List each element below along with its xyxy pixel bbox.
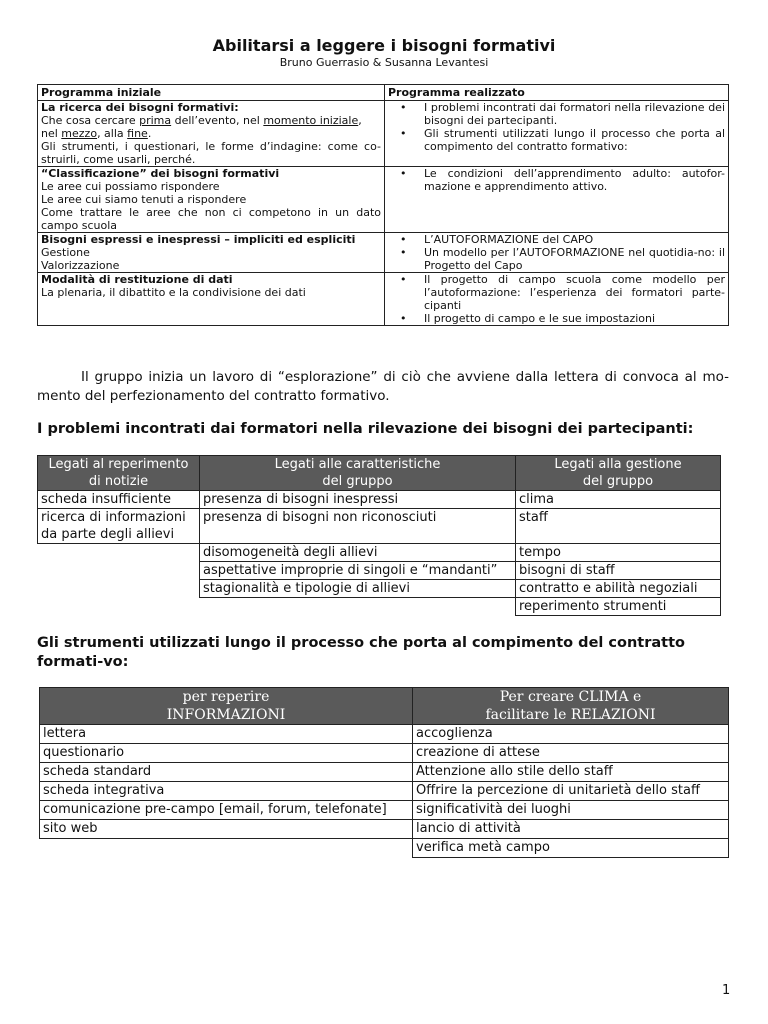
table-cell: presenza di bisogni inespressi: [200, 491, 516, 509]
program-row: [38, 273, 729, 326]
program-row-heading: Bisogni espressi e inespressi – impliciti ed espliciti: [41, 233, 356, 246]
header-informazioni: per reperire INFORMAZIONI: [40, 688, 413, 725]
table-cell: ricerca di informazioni da parte degli allievi: [38, 509, 200, 544]
table-row: [38, 580, 721, 598]
section-heading-problems: I problemi incontrati dai formatori nella rilevazione dei bisogni dei partecipanti:: [37, 421, 694, 437]
program-realized-cell: [385, 273, 729, 326]
table-row: [40, 782, 729, 801]
table-row: [38, 598, 721, 616]
table-row: [40, 744, 729, 763]
table-cell: stagionalità e tipologie di allievi: [200, 580, 516, 598]
header-caratteristiche: Legati alle caratteristiche del gruppo: [200, 456, 516, 491]
program-row-heading: La ricerca dei bisogni formativi:: [41, 101, 239, 114]
bullet-item: • L’AUTOFORMAZIONE del CAPO: [424, 233, 725, 246]
bullet-item: • Il progetto di campo e le sue impostazioni: [424, 312, 725, 325]
table-cell-empty: [38, 562, 200, 580]
table-cell: Attenzione allo stile dello staff: [413, 763, 729, 782]
program-row-line: Valorizzazione: [41, 259, 120, 272]
table-cell: clima: [516, 491, 721, 509]
program-row-line: Gli strumenti, i questionari, le forme d’indagine: come co-struirli, come usarli, perché.: [41, 140, 381, 166]
table-cell: lancio di attività: [413, 820, 729, 839]
table-cell: significatività dei luoghi: [413, 801, 729, 820]
section-heading-tools: Gli strumenti utilizzati lungo il processo che porta al compimento del contratto formati-vo:: [37, 635, 685, 670]
program-row-line: Le aree cui possiamo rispondere: [41, 180, 220, 193]
table-row: [40, 763, 729, 782]
program-row: [38, 101, 729, 167]
program-realized-cell: [385, 233, 729, 273]
tools-table: [39, 687, 729, 858]
program-row-line: Le aree cui siamo tenuti a rispondere: [41, 193, 247, 206]
program-row-heading: “Classificazione” dei bisogni formativi: [41, 167, 280, 180]
problems-table-header: [38, 456, 721, 491]
table-cell: tempo: [516, 544, 721, 562]
bullet-item: • I problemi incontrati dai formatori nella rilevazione dei bisogni dei partecipanti.: [424, 101, 725, 127]
program-row: [38, 233, 729, 273]
table-cell: reperimento strumenti: [516, 598, 721, 616]
bullet-item: • Un modello per l’AUTOFORMAZIONE nel quotidia-no: il Progetto del Capo: [424, 246, 725, 272]
program-realized-cell: [385, 167, 729, 233]
table-cell-empty: [38, 598, 200, 616]
table-cell: staff: [516, 509, 721, 544]
program-row: [38, 167, 729, 233]
table-row: [38, 509, 721, 544]
table-cell: aspettative improprie di singoli e “mandanti”: [200, 562, 516, 580]
table-row: [40, 839, 729, 858]
table-cell: scheda standard: [40, 763, 413, 782]
program-row-line: Che cosa cercare prima dell’evento, nel momento iniziale,: [41, 114, 362, 127]
table-cell-empty: [38, 580, 200, 598]
header-clima-relazioni: Per creare CLIMA e facilitare le RELAZIONI: [413, 688, 729, 725]
table-cell: scheda insufficiente: [38, 491, 200, 509]
table-cell-empty: [40, 839, 413, 858]
program-table: [37, 84, 729, 326]
header-programma-realizzato: Programma realizzato: [385, 85, 729, 101]
program-realized-cell: [385, 101, 729, 167]
table-cell: presenza di bisogni non riconosciuti: [200, 509, 516, 544]
program-table-header: [38, 85, 729, 101]
table-cell: Offrire la percezione di unitarietà dello staff: [413, 782, 729, 801]
table-cell: creazione di attese: [413, 744, 729, 763]
bullet-item: • Gli strumenti utilizzati lungo il processo che porta al compimento del contratto formativo:: [424, 127, 725, 153]
table-cell: lettera: [40, 725, 413, 744]
table-cell: contratto e abilità negoziali: [516, 580, 721, 598]
page-number: 1: [722, 983, 731, 998]
problems-table: [37, 455, 721, 616]
table-cell: comunicazione pre-campo [email, forum, telefonate]: [40, 801, 413, 820]
bullet-item: • Le condizioni dell’apprendimento adulto: autofor-mazione e apprendimento attivo.: [424, 167, 725, 193]
program-initial-cell: [38, 273, 385, 326]
table-cell-empty: [38, 544, 200, 562]
table-cell: scheda integrativa: [40, 782, 413, 801]
table-row: [38, 562, 721, 580]
header-gestione: Legati alla gestione del gruppo: [516, 456, 721, 491]
header-reperimento: Legati al reperimento di notizie: [38, 456, 200, 491]
table-cell: accoglienza: [413, 725, 729, 744]
program-row-line: Come trattare le aree che non ci competono in un dato campo scuola: [41, 206, 381, 232]
program-initial-cell: [38, 167, 385, 233]
table-cell: disomogeneità degli allievi: [200, 544, 516, 562]
document-authors: Bruno Guerrasio & Susanna Levantesi: [279, 56, 489, 69]
table-row: [38, 544, 721, 562]
program-row-line: nel mezzo, alla fine.: [41, 127, 152, 140]
program-row-heading: Modalità di restituzione di dati: [41, 273, 233, 286]
table-cell: bisogni di staff: [516, 562, 721, 580]
table-cell: questionario: [40, 744, 413, 763]
program-initial-cell: [38, 233, 385, 273]
tools-table-header: [40, 688, 729, 725]
table-cell: sito web: [40, 820, 413, 839]
document-title: Abilitarsi a leggere i bisogni formativi: [212, 36, 556, 55]
program-row-line: Gestione: [41, 246, 90, 259]
header-programma-iniziale: Programma iniziale: [38, 85, 385, 101]
table-row: [40, 725, 729, 744]
table-cell-empty: [200, 598, 516, 616]
table-row: [40, 801, 729, 820]
program-initial-cell: [38, 101, 385, 167]
table-row: [38, 491, 721, 509]
table-cell: verifica metà campo: [413, 839, 729, 858]
bullet-item: • Il progetto di campo scuola come modello per l’autoformazione: l’esperienza dei formatori parte-cipanti: [424, 273, 725, 312]
intro-paragraph: Il gruppo inizia un lavoro di “esplorazione” di ciò che avviene dalla lettera di convoca al mo-mento del perfezionamento del contratto formativo.: [37, 369, 729, 404]
table-row: [40, 820, 729, 839]
program-row-line: La plenaria, il dibattito e la condivisione dei dati: [41, 286, 306, 299]
